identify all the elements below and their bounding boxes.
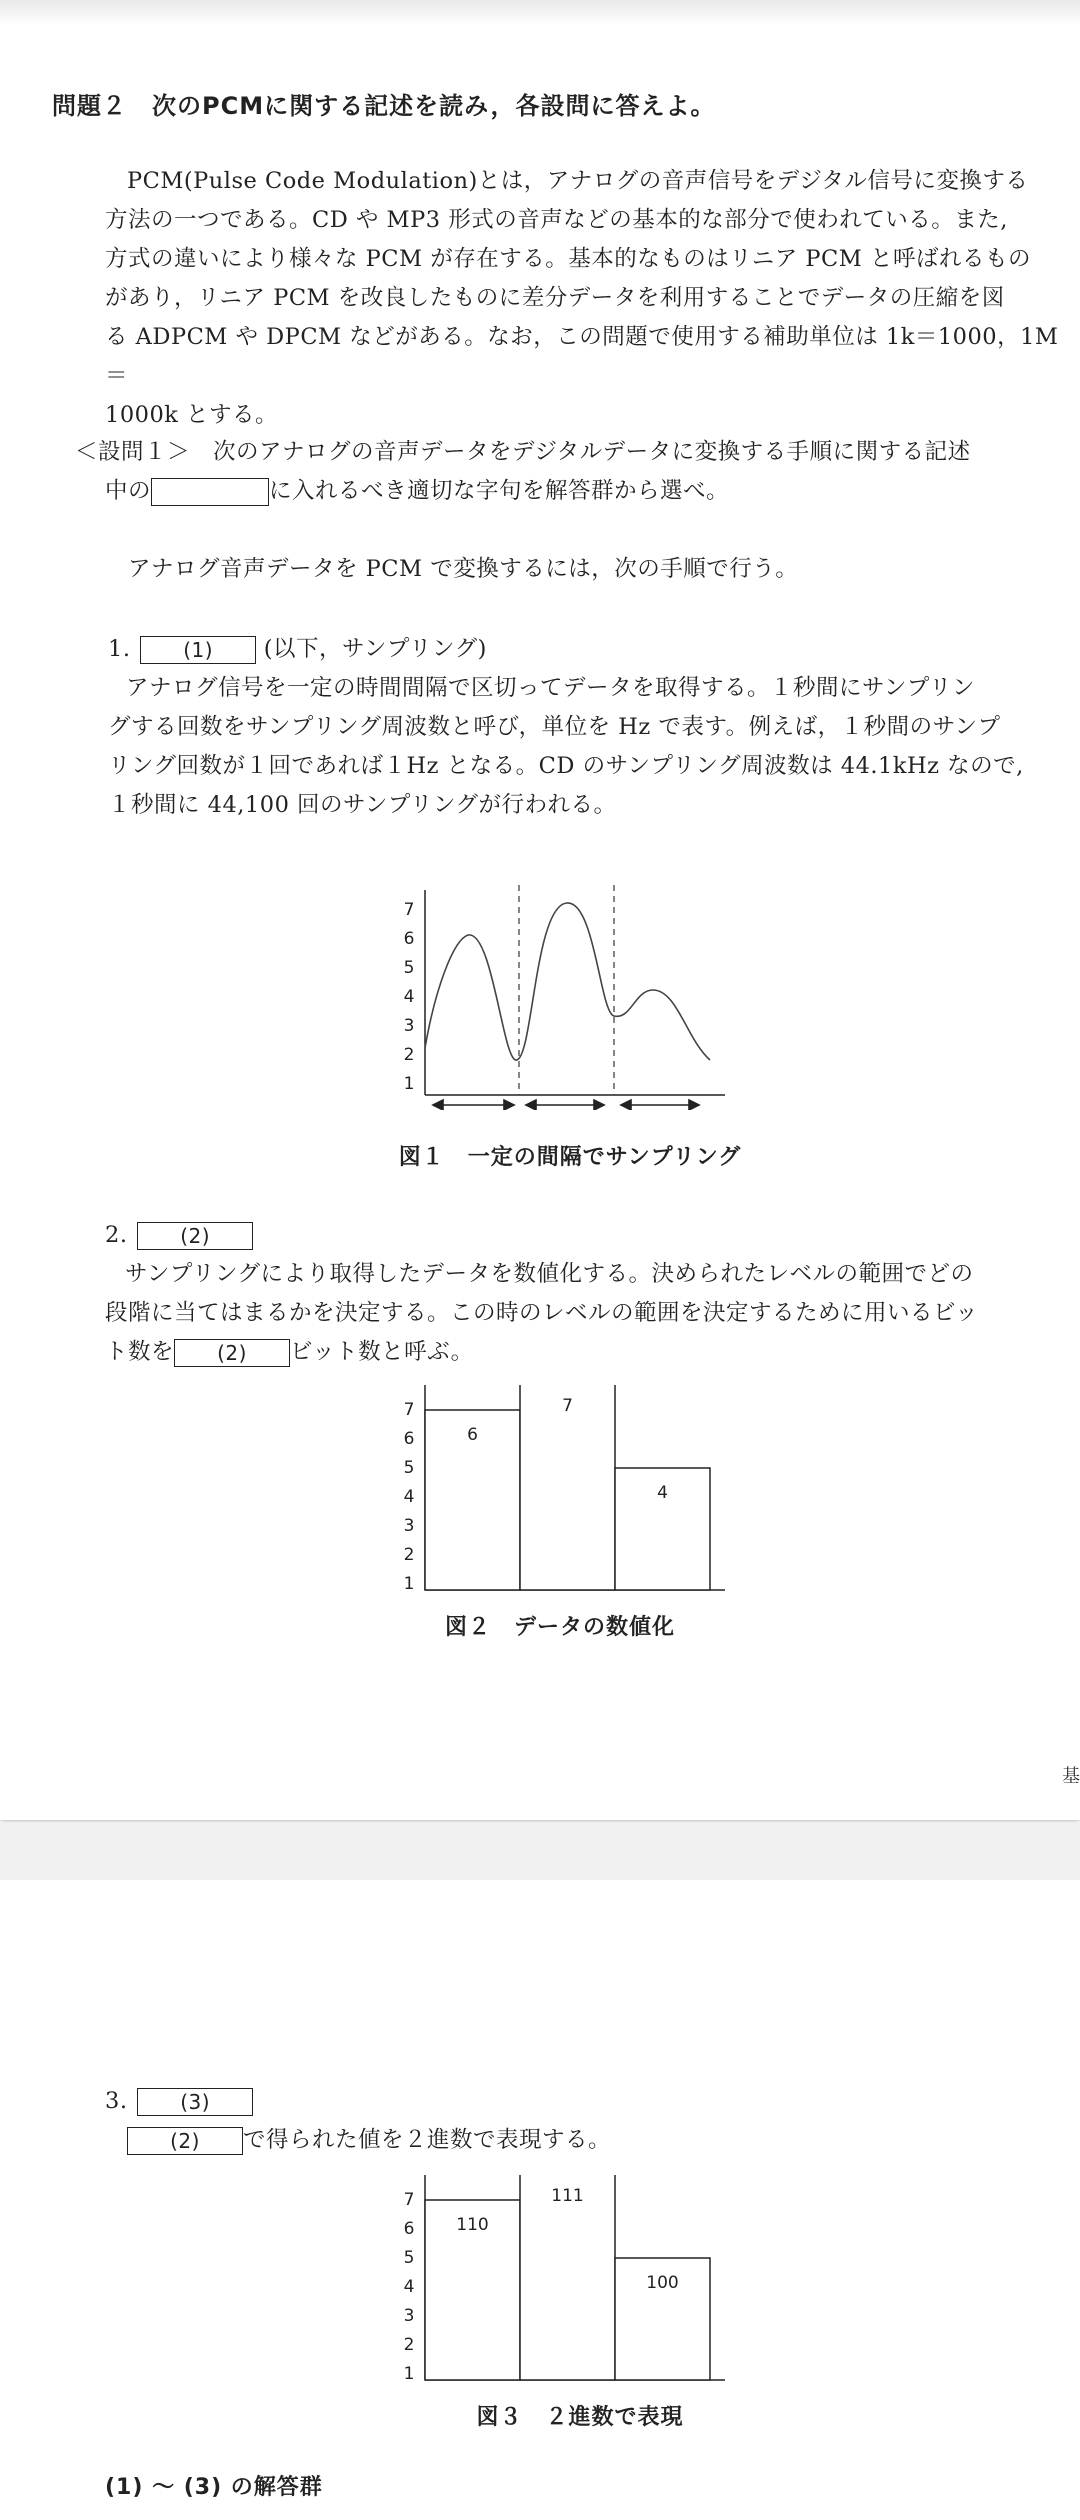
step-2-number: 2. bbox=[105, 1222, 128, 1248]
step-1-suffix: (以下，サンプリング) bbox=[263, 636, 487, 662]
subquestion-1-line bbox=[75, 472, 1075, 511]
step-2-line3-suffix: ビット数と呼ぶ。 bbox=[290, 1339, 474, 1365]
figure-1-chart bbox=[395, 880, 735, 1110]
step-3-header bbox=[105, 2082, 1080, 2121]
step-3-number: 3. bbox=[105, 2088, 128, 2114]
figure-2-caption: 図２ データの数値化 bbox=[444, 1615, 675, 1640]
subquestion-1-line: ＜設問１＞ 次のアナログの音声データをデジタルデータに変換する手順に関する記述 bbox=[75, 439, 971, 465]
bar-value-label: 110 bbox=[456, 2215, 489, 2235]
y-tick-label: 2 bbox=[403, 1045, 415, 1065]
step-2-header bbox=[105, 1216, 1080, 1255]
arrow-head bbox=[433, 1100, 443, 1110]
blank-2: (2) bbox=[137, 1222, 253, 1250]
subquestion-1-suffix: に入れるべき適切な字句を解答群から選べ。 bbox=[269, 478, 730, 504]
y-tick-label: 6 bbox=[403, 2219, 415, 2239]
top-shadow bbox=[0, 0, 1080, 26]
step-1-header bbox=[108, 630, 1078, 669]
intro-line: る ADPCM や DPCM などがある。なお，この問題で使用する補助単位は 1k＝1000，1M＝ bbox=[105, 324, 1059, 389]
bar-value-label: 4 bbox=[657, 1483, 668, 1503]
blank-1: (1) bbox=[140, 636, 256, 664]
intro-line: PCM(Pulse Code Modulation)とは，アナログの音声信号をデジタル信号に変換する bbox=[127, 168, 1029, 194]
step-2 bbox=[105, 1216, 1080, 1372]
page-2 bbox=[0, 1880, 1080, 2520]
arrow-head bbox=[526, 1100, 536, 1110]
blank-box bbox=[151, 478, 269, 506]
step-1-number: 1. bbox=[108, 636, 131, 662]
y-tick-label: 2 bbox=[403, 2335, 415, 2355]
blank-2-ref: (2) bbox=[127, 2127, 243, 2155]
y-tick-label: 7 bbox=[403, 2190, 415, 2210]
subquestion-1-prefix: 中の bbox=[105, 478, 152, 504]
bar-value-label: 100 bbox=[646, 2273, 679, 2293]
step-2-line bbox=[105, 1333, 1080, 1372]
figure-3-plot bbox=[404, 2175, 725, 2384]
y-tick-label: 2 bbox=[403, 1545, 415, 1565]
y-tick-label: 5 bbox=[403, 958, 415, 978]
page-edge-text: 基 bbox=[1062, 1766, 1080, 1787]
y-tick-label: 7 bbox=[403, 900, 415, 920]
step-2-line: サンプリングにより取得したデータを数値化する。決められたレベルの範囲でどの bbox=[125, 1261, 974, 1287]
figure-1-caption: 図１ 一定の間隔でサンプリング bbox=[398, 1145, 742, 1170]
blank-3: (3) bbox=[137, 2088, 253, 2116]
intro-line: があり，リニア PCM を改良したものに差分データを利用することでデータの圧縮を図 bbox=[105, 285, 1005, 311]
y-tick-label: 3 bbox=[403, 1516, 415, 1536]
intro-line: 方法の一つである。CD や MP3 形式の音声などの基本的な部分で使われている。また, bbox=[105, 207, 1008, 233]
y-tick-label: 5 bbox=[403, 1458, 415, 1478]
step-3-line bbox=[105, 2121, 1080, 2160]
y-tick-label: 7 bbox=[403, 1400, 415, 1420]
figure-3-chart bbox=[395, 2175, 735, 2390]
step-2-line3-prefix: ト数を bbox=[105, 1339, 175, 1365]
y-tick-label: 3 bbox=[403, 1016, 415, 1036]
y-tick-label: 4 bbox=[403, 2277, 415, 2297]
intro-paragraph bbox=[105, 162, 1075, 435]
intro-line: 方式の違いにより様々な PCM が存在する。基本的なものはリニア PCM と呼ばれるもの bbox=[105, 246, 1031, 272]
step-1-line: アナログ信号を一定の時間間隔で区切ってデータを取得する。１秒間にサンプリン bbox=[126, 675, 975, 701]
step-1-line: リング回数が１回であれば１Hz となる。CD のサンプリング周波数は 44.1kHz なので, bbox=[108, 753, 1024, 779]
figure-2-plot bbox=[404, 1385, 725, 1594]
y-tick-label: 4 bbox=[403, 987, 415, 1007]
arrow-head bbox=[504, 1100, 514, 1110]
page-gap bbox=[0, 1822, 1080, 1880]
answer-group-title: (1) ～ (3) の解答群 bbox=[105, 2475, 323, 2500]
y-tick-label: 1 bbox=[403, 1574, 415, 1594]
y-tick-labels bbox=[404, 900, 415, 1094]
y-tick-label: 1 bbox=[403, 2364, 415, 2384]
y-tick-label: 5 bbox=[403, 2248, 415, 2268]
bar-value-label: 111 bbox=[551, 2186, 584, 2206]
step-1-line: グする回数をサンプリング周波数と呼び，単位を Hz で表す。例えば，１秒間のサンプ bbox=[108, 714, 1001, 740]
step-2-line: 段階に当てはまるかを決定する。この時のレベルの範囲を決定するために用いるビッ bbox=[105, 1300, 979, 1326]
y-tick-label: 4 bbox=[403, 1487, 415, 1507]
bar-value-label: 6 bbox=[467, 1425, 478, 1445]
step-1-line: １秒間に 44,100 回のサンプリングが行われる。 bbox=[108, 792, 617, 818]
step-3 bbox=[105, 2082, 1080, 2160]
y-tick-label: 6 bbox=[403, 929, 415, 949]
step-3-line-suffix: で得られた値を２進数で表現する。 bbox=[243, 2127, 612, 2153]
arrow-head bbox=[689, 1100, 699, 1110]
figure-2-chart bbox=[395, 1385, 735, 1600]
y-tick-label: 6 bbox=[403, 1429, 415, 1449]
arrow-head bbox=[621, 1100, 631, 1110]
y-tick-label: 3 bbox=[403, 2306, 415, 2326]
intro-line: 1000k とする。 bbox=[105, 402, 279, 428]
step-1 bbox=[108, 630, 1078, 825]
figure-3-caption: 図３ ２進数で表現 bbox=[476, 2405, 684, 2430]
procedure-intro: アナログ音声データを PCM で変換するには，次の手順で行う。 bbox=[128, 556, 799, 582]
question-title: 問題２ 次のPCMに関する記述を読み，各設問に答えよ。 bbox=[52, 92, 716, 120]
arrow-head bbox=[594, 1100, 604, 1110]
subquestion-1 bbox=[75, 433, 1075, 511]
analog-signal-curve bbox=[425, 903, 710, 1060]
y-tick-label: 1 bbox=[403, 1074, 415, 1094]
blank-2-inline: (2) bbox=[174, 1339, 290, 1367]
interval-arrows bbox=[433, 1100, 699, 1110]
bar-value-label: 7 bbox=[562, 1396, 573, 1416]
